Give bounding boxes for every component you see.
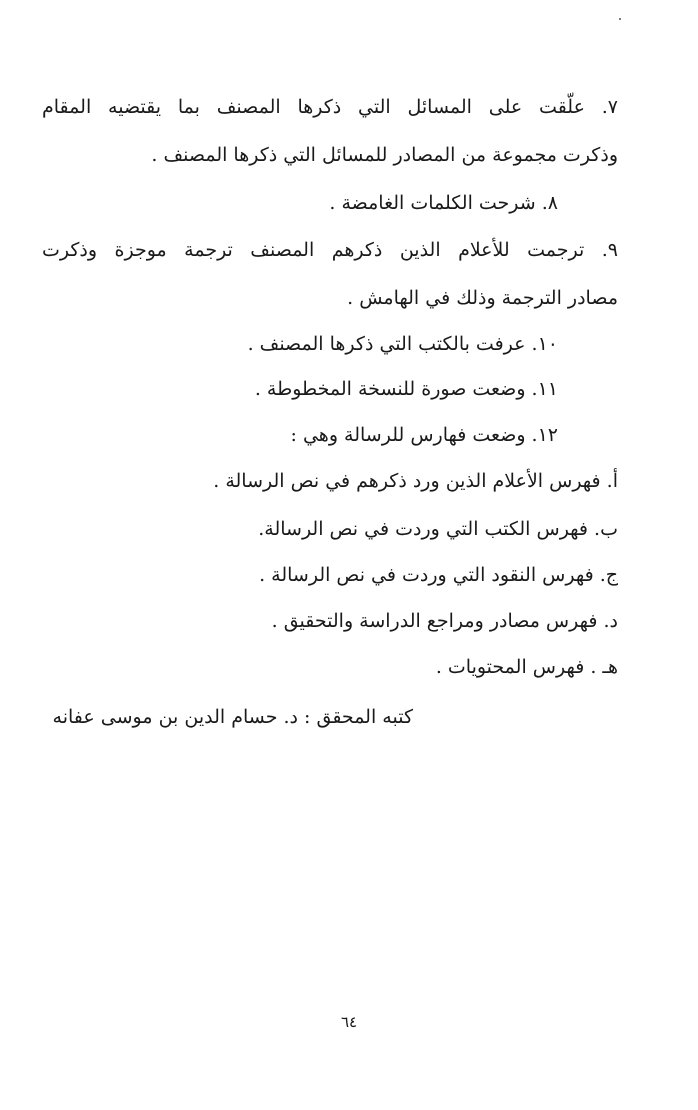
item-12: ١٢. وضعت فهارس للرسالة وهي : — [290, 424, 558, 446]
index-item-e: هـ . فهرس المحتويات . — [435, 656, 618, 678]
index-item-a: أ. فهرس الأعلام الذين ورد ذكرهم في نص الرسالة . — [213, 470, 618, 492]
item-11: ١١. وضعت صورة للنسخة المخطوطة . — [254, 378, 558, 400]
index-item-b: ب. فهرس الكتب التي وردت في نص الرسالة. — [258, 518, 618, 540]
index-item-c: ج. فهرس النقود التي وردت في نص الرسالة . — [259, 564, 618, 586]
signature: كتبه المحقق : د. حسام الدين بن موسى عفانه — [52, 706, 413, 728]
page-number: ٦٤ — [340, 1013, 358, 1031]
index-item-d: د. فهرس مصادر ومراجع الدراسة والتحقيق . — [271, 610, 618, 632]
item-7-line-2: وذكرت مجموعة من المصادر للمسائل التي ذكرها المصنف . — [151, 144, 618, 166]
item-9-line-1: ٩. ترجمت للأعلام الذين ذكرهم المصنف ترجمة موجزة وذكرت — [42, 239, 618, 261]
item-10: ١٠. عرفت بالكتب التي ذكرها المصنف . — [247, 333, 558, 355]
item-9-line-2: مصادر الترجمة وذلك في الهامش . — [347, 287, 618, 309]
item-7-line-1: ٧. علّقت على المسائل التي ذكرها المصنف بما يقتضيه المقام — [42, 96, 618, 118]
item-8: ٨. شرحت الكلمات الغامضة . — [329, 192, 558, 214]
scan-speck — [619, 18, 621, 20]
